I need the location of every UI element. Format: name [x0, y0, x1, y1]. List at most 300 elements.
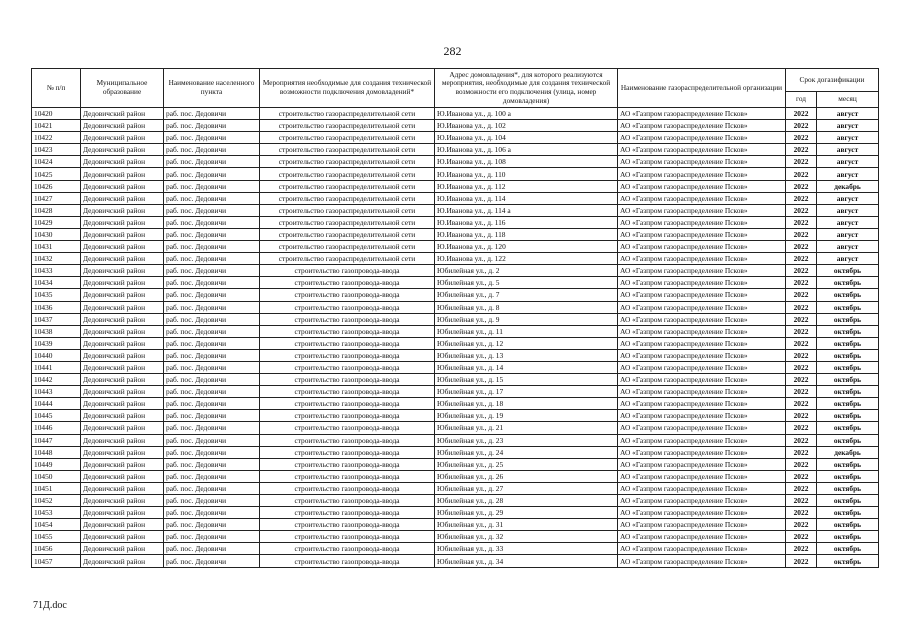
cell-organization: АО «Газпром газораспределение Псков»: [618, 446, 786, 458]
cell-organization: АО «Газпром газораспределение Псков»: [618, 216, 786, 228]
cell-locality: раб. пос. Дедовичи: [164, 301, 260, 313]
table-row: [32, 410, 879, 422]
cell-number: 10455: [32, 531, 81, 543]
table-row: [32, 168, 879, 180]
cell-work: строительство газопровода-ввода: [260, 277, 435, 289]
cell-month: октябрь: [817, 410, 879, 422]
cell-district: Дедовичский район: [81, 253, 164, 265]
cell-organization: АО «Газпром газораспределение Псков»: [618, 470, 786, 482]
table-row: [32, 386, 879, 398]
cell-organization: АО «Газпром газораспределение Псков»: [618, 422, 786, 434]
cell-locality: раб. пос. Дедовичи: [164, 555, 260, 567]
cell-work: строительство газопровода-ввода: [260, 386, 435, 398]
cell-year: 2022: [786, 180, 817, 192]
cell-year: 2022: [786, 228, 817, 240]
table-row: [32, 204, 879, 216]
cell-district: Дедовичский район: [81, 410, 164, 422]
cell-address: Юбилейная ул., д. 2: [435, 265, 618, 277]
cell-district: Дедовичский район: [81, 277, 164, 289]
cell-month: октябрь: [817, 277, 879, 289]
cell-number: 10427: [32, 192, 81, 204]
cell-work: строительство газораспределительной сети: [260, 168, 435, 180]
cell-organization: АО «Газпром газораспределение Псков»: [618, 555, 786, 567]
cell-district: Дедовичский район: [81, 555, 164, 567]
cell-organization: АО «Газпром газораспределение Псков»: [618, 144, 786, 156]
cell-year: 2022: [786, 531, 817, 543]
cell-number: 10421: [32, 120, 81, 132]
cell-organization: АО «Газпром газораспределение Псков»: [618, 543, 786, 555]
footer-filename: 71Д.doc: [33, 600, 67, 611]
cell-number: 10426: [32, 180, 81, 192]
header-measures: Мероприятия необходимые для создания технической возможности подключения домовладений*: [260, 69, 435, 108]
cell-organization: АО «Газпром газораспределение Псков»: [618, 349, 786, 361]
cell-locality: раб. пос. Дедовичи: [164, 386, 260, 398]
cell-district: Дедовичский район: [81, 434, 164, 446]
cell-month: август: [817, 168, 879, 180]
cell-district: Дедовичский район: [81, 374, 164, 386]
cell-year: 2022: [786, 519, 817, 531]
cell-number: 10433: [32, 265, 81, 277]
cell-month: август: [817, 253, 879, 265]
cell-address: Юбилейная ул., д. 17: [435, 386, 618, 398]
cell-address: Юбилейная ул., д. 21: [435, 422, 618, 434]
cell-number: 10447: [32, 434, 81, 446]
cell-number: 10430: [32, 228, 81, 240]
cell-address: Юбилейная ул., д. 9: [435, 313, 618, 325]
cell-locality: раб. пос. Дедовичи: [164, 507, 260, 519]
cell-year: 2022: [786, 289, 817, 301]
cell-organization: АО «Газпром газораспределение Псков»: [618, 410, 786, 422]
cell-month: октябрь: [817, 458, 879, 470]
cell-month: август: [817, 156, 879, 168]
cell-number: 10431: [32, 241, 81, 253]
cell-number: 10456: [32, 543, 81, 555]
cell-organization: АО «Газпром газораспределение Псков»: [618, 265, 786, 277]
cell-address: Ю.Иванова ул., д. 114 а: [435, 204, 618, 216]
cell-address: Ю.Иванова ул., д. 108: [435, 156, 618, 168]
cell-district: Дедовичский район: [81, 495, 164, 507]
cell-month: октябрь: [817, 386, 879, 398]
cell-locality: раб. пос. Дедовичи: [164, 531, 260, 543]
cell-district: Дедовичский район: [81, 180, 164, 192]
cell-year: 2022: [786, 204, 817, 216]
cell-work: строительство газопровода-ввода: [260, 410, 435, 422]
cell-organization: АО «Газпром газораспределение Псков»: [618, 168, 786, 180]
cell-month: декабрь: [817, 446, 879, 458]
cell-address: Юбилейная ул., д. 28: [435, 495, 618, 507]
cell-number: 10441: [32, 361, 81, 373]
cell-work: строительство газораспределительной сети: [260, 132, 435, 144]
cell-district: Дедовичский район: [81, 156, 164, 168]
cell-month: октябрь: [817, 265, 879, 277]
table-row: [32, 301, 879, 313]
cell-year: 2022: [786, 265, 817, 277]
cell-number: 10432: [32, 253, 81, 265]
cell-organization: АО «Газпром газораспределение Псков»: [618, 458, 786, 470]
cell-number: 10435: [32, 289, 81, 301]
cell-address: Юбилейная ул., д. 34: [435, 555, 618, 567]
cell-district: Дедовичский район: [81, 470, 164, 482]
cell-locality: раб. пос. Дедовичи: [164, 410, 260, 422]
cell-number: 10420: [32, 108, 81, 120]
table-row: [32, 228, 879, 240]
cell-address: Ю.Иванова ул., д. 100 а: [435, 108, 618, 120]
cell-address: Ю.Иванова ул., д. 106 а: [435, 144, 618, 156]
cell-district: Дедовичский район: [81, 349, 164, 361]
cell-month: октябрь: [817, 289, 879, 301]
cell-month: декабрь: [817, 180, 879, 192]
cell-address: Юбилейная ул., д. 23: [435, 434, 618, 446]
cell-locality: раб. пос. Дедовичи: [164, 120, 260, 132]
cell-locality: раб. пос. Дедовичи: [164, 253, 260, 265]
cell-district: Дедовичский район: [81, 325, 164, 337]
cell-year: 2022: [786, 277, 817, 289]
cell-district: Дедовичский район: [81, 386, 164, 398]
cell-work: строительство газопровода-ввода: [260, 434, 435, 446]
cell-work: строительство газопровода-ввода: [260, 349, 435, 361]
cell-number: 10422: [32, 132, 81, 144]
cell-locality: раб. пос. Дедовичи: [164, 543, 260, 555]
table-row: [32, 265, 879, 277]
cell-month: октябрь: [817, 422, 879, 434]
cell-organization: АО «Газпром газораспределение Псков»: [618, 337, 786, 349]
cell-locality: раб. пос. Дедовичи: [164, 313, 260, 325]
table-row: [32, 313, 879, 325]
table-row: [32, 446, 879, 458]
table-row: [32, 507, 879, 519]
table-row: [32, 349, 879, 361]
cell-organization: АО «Газпром газораспределение Псков»: [618, 253, 786, 265]
cell-organization: АО «Газпром газораспределение Псков»: [618, 120, 786, 132]
table-row: [32, 482, 879, 494]
cell-month: август: [817, 132, 879, 144]
cell-locality: раб. пос. Дедовичи: [164, 495, 260, 507]
cell-month: октябрь: [817, 361, 879, 373]
cell-address: Ю.Иванова ул., д. 114: [435, 192, 618, 204]
cell-month: август: [817, 216, 879, 228]
cell-locality: раб. пос. Дедовичи: [164, 192, 260, 204]
cell-number: 10457: [32, 555, 81, 567]
cell-locality: раб. пос. Дедовичи: [164, 434, 260, 446]
cell-address: Юбилейная ул., д. 14: [435, 361, 618, 373]
cell-locality: раб. пос. Дедовичи: [164, 482, 260, 494]
cell-address: Ю.Иванова ул., д. 120: [435, 241, 618, 253]
cell-year: 2022: [786, 313, 817, 325]
cell-year: 2022: [786, 253, 817, 265]
cell-locality: раб. пос. Дедовичи: [164, 216, 260, 228]
cell-year: 2022: [786, 349, 817, 361]
cell-organization: АО «Газпром газораспределение Псков»: [618, 398, 786, 410]
cell-work: строительство газораспределительной сети: [260, 180, 435, 192]
cell-address: Юбилейная ул., д. 11: [435, 325, 618, 337]
cell-organization: АО «Газпром газораспределение Псков»: [618, 519, 786, 531]
cell-number: 10423: [32, 144, 81, 156]
table-row: [32, 422, 879, 434]
cell-locality: раб. пос. Дедовичи: [164, 325, 260, 337]
cell-number: 10434: [32, 277, 81, 289]
cell-year: 2022: [786, 132, 817, 144]
cell-address: Юбилейная ул., д. 32: [435, 531, 618, 543]
cell-organization: АО «Газпром газораспределение Псков»: [618, 180, 786, 192]
cell-year: 2022: [786, 434, 817, 446]
cell-work: строительство газопровода-ввода: [260, 325, 435, 337]
cell-address: Юбилейная ул., д. 19: [435, 410, 618, 422]
cell-district: Дедовичский район: [81, 192, 164, 204]
cell-organization: АО «Газпром газораспределение Псков»: [618, 374, 786, 386]
cell-number: 10440: [32, 349, 81, 361]
cell-month: август: [817, 204, 879, 216]
cell-district: Дедовичский район: [81, 228, 164, 240]
cell-number: 10451: [32, 482, 81, 494]
table-row: [32, 180, 879, 192]
cell-month: октябрь: [817, 470, 879, 482]
cell-work: строительство газораспределительной сети: [260, 228, 435, 240]
cell-month: октябрь: [817, 325, 879, 337]
cell-district: Дедовичский район: [81, 289, 164, 301]
cell-organization: АО «Газпром газораспределение Псков»: [618, 241, 786, 253]
cell-year: 2022: [786, 144, 817, 156]
cell-number: 10428: [32, 204, 81, 216]
cell-year: 2022: [786, 470, 817, 482]
cell-number: 10425: [32, 168, 81, 180]
cell-work: строительство газопровода-ввода: [260, 531, 435, 543]
cell-organization: АО «Газпром газораспределение Псков»: [618, 108, 786, 120]
cell-year: 2022: [786, 168, 817, 180]
cell-work: строительство газопровода-ввода: [260, 470, 435, 482]
cell-work: строительство газопровода-ввода: [260, 555, 435, 567]
cell-month: август: [817, 108, 879, 120]
table-row: [32, 192, 879, 204]
cell-locality: раб. пос. Дедовичи: [164, 265, 260, 277]
cell-month: октябрь: [817, 313, 879, 325]
cell-locality: раб. пос. Дедовичи: [164, 241, 260, 253]
cell-work: строительство газораспределительной сети: [260, 156, 435, 168]
cell-organization: АО «Газпром газораспределение Псков»: [618, 507, 786, 519]
cell-number: 10444: [32, 398, 81, 410]
cell-district: Дедовичский район: [81, 398, 164, 410]
cell-month: август: [817, 228, 879, 240]
header-num: № п/п: [32, 69, 81, 108]
cell-organization: АО «Газпром газораспределение Псков»: [618, 325, 786, 337]
cell-work: строительство газопровода-ввода: [260, 398, 435, 410]
cell-year: 2022: [786, 410, 817, 422]
cell-work: строительство газопровода-ввода: [260, 507, 435, 519]
cell-year: 2022: [786, 108, 817, 120]
cell-address: Ю.Иванова ул., д. 116: [435, 216, 618, 228]
cell-locality: раб. пос. Дедовичи: [164, 470, 260, 482]
cell-locality: раб. пос. Дедовичи: [164, 458, 260, 470]
cell-district: Дедовичский район: [81, 507, 164, 519]
cell-locality: раб. пос. Дедовичи: [164, 519, 260, 531]
cell-work: строительство газопровода-ввода: [260, 543, 435, 555]
cell-locality: раб. пос. Дедовичи: [164, 156, 260, 168]
table-row: [32, 495, 879, 507]
cell-year: 2022: [786, 337, 817, 349]
cell-district: Дедовичский район: [81, 361, 164, 373]
gasification-table: [31, 68, 879, 568]
cell-work: строительство газораспределительной сети: [260, 144, 435, 156]
cell-month: октябрь: [817, 507, 879, 519]
cell-organization: АО «Газпром газораспределение Псков»: [618, 531, 786, 543]
cell-year: 2022: [786, 374, 817, 386]
cell-district: Дедовичский район: [81, 132, 164, 144]
table-row: [32, 337, 879, 349]
cell-number: 10448: [32, 446, 81, 458]
cell-work: строительство газораспределительной сети: [260, 241, 435, 253]
cell-organization: АО «Газпром газораспределение Псков»: [618, 386, 786, 398]
cell-address: Юбилейная ул., д. 7: [435, 289, 618, 301]
cell-address: Ю.Иванова ул., д. 122: [435, 253, 618, 265]
cell-month: октябрь: [817, 495, 879, 507]
cell-month: октябрь: [817, 482, 879, 494]
cell-month: август: [817, 120, 879, 132]
cell-address: Юбилейная ул., д. 27: [435, 482, 618, 494]
cell-address: Юбилейная ул., д. 24: [435, 446, 618, 458]
cell-work: строительство газораспределительной сети: [260, 253, 435, 265]
cell-organization: АО «Газпром газораспределение Псков»: [618, 313, 786, 325]
cell-district: Дедовичский район: [81, 301, 164, 313]
cell-year: 2022: [786, 120, 817, 132]
table-row: [32, 543, 879, 555]
header-year: год: [786, 92, 817, 108]
cell-year: 2022: [786, 543, 817, 555]
cell-number: 10446: [32, 422, 81, 434]
cell-number: 10454: [32, 519, 81, 531]
cell-year: 2022: [786, 495, 817, 507]
cell-locality: раб. пос. Дедовичи: [164, 446, 260, 458]
cell-work: строительство газораспределительной сети: [260, 204, 435, 216]
cell-organization: АО «Газпром газораспределение Псков»: [618, 277, 786, 289]
cell-work: строительство газопровода-ввода: [260, 519, 435, 531]
cell-district: Дедовичский район: [81, 204, 164, 216]
cell-work: строительство газопровода-ввода: [260, 361, 435, 373]
table-row: [32, 434, 879, 446]
cell-organization: АО «Газпром газораспределение Псков»: [618, 289, 786, 301]
cell-locality: раб. пос. Дедовичи: [164, 204, 260, 216]
cell-year: 2022: [786, 482, 817, 494]
table-row: [32, 132, 879, 144]
cell-address: Юбилейная ул., д. 13: [435, 349, 618, 361]
cell-number: 10438: [32, 325, 81, 337]
table-row: [32, 361, 879, 373]
cell-year: 2022: [786, 361, 817, 373]
cell-address: Юбилейная ул., д. 15: [435, 374, 618, 386]
table-header: [32, 69, 879, 108]
table-row: [32, 374, 879, 386]
cell-district: Дедовичский район: [81, 265, 164, 277]
cell-address: Юбилейная ул., д. 5: [435, 277, 618, 289]
cell-district: Дедовичский район: [81, 120, 164, 132]
cell-address: Юбилейная ул., д. 33: [435, 543, 618, 555]
cell-number: 10424: [32, 156, 81, 168]
cell-work: строительство газопровода-ввода: [260, 495, 435, 507]
table-row: [32, 277, 879, 289]
cell-organization: АО «Газпром газораспределение Псков»: [618, 204, 786, 216]
cell-locality: раб. пос. Дедовичи: [164, 361, 260, 373]
cell-month: октябрь: [817, 555, 879, 567]
cell-address: Юбилейная ул., д. 12: [435, 337, 618, 349]
cell-address: Юбилейная ул., д. 26: [435, 470, 618, 482]
cell-organization: АО «Газпром газораспределение Псков»: [618, 482, 786, 494]
cell-organization: АО «Газпром газораспределение Псков»: [618, 156, 786, 168]
cell-address: Юбилейная ул., д. 18: [435, 398, 618, 410]
cell-organization: АО «Газпром газораспределение Псков»: [618, 301, 786, 313]
header-term: Срок догазификации: [786, 69, 879, 92]
cell-locality: раб. пос. Дедовичи: [164, 228, 260, 240]
cell-number: 10453: [32, 507, 81, 519]
cell-month: октябрь: [817, 519, 879, 531]
cell-address: Ю.Иванова ул., д. 104: [435, 132, 618, 144]
cell-month: октябрь: [817, 434, 879, 446]
cell-month: октябрь: [817, 543, 879, 555]
table-row: [32, 555, 879, 567]
cell-district: Дедовичский район: [81, 482, 164, 494]
header-month: месяц: [817, 92, 879, 108]
cell-organization: АО «Газпром газораспределение Псков»: [618, 228, 786, 240]
cell-district: Дедовичский район: [81, 458, 164, 470]
cell-year: 2022: [786, 216, 817, 228]
cell-organization: АО «Газпром газораспределение Псков»: [618, 434, 786, 446]
cell-month: октябрь: [817, 349, 879, 361]
cell-locality: раб. пос. Дедовичи: [164, 289, 260, 301]
cell-work: строительство газораспределительной сети: [260, 108, 435, 120]
cell-address: Юбилейная ул., д. 8: [435, 301, 618, 313]
cell-year: 2022: [786, 446, 817, 458]
cell-work: строительство газопровода-ввода: [260, 313, 435, 325]
cell-address: Юбилейная ул., д. 25: [435, 458, 618, 470]
cell-month: октябрь: [817, 531, 879, 543]
header-district: Муниципальное образование: [81, 69, 164, 108]
cell-year: 2022: [786, 325, 817, 337]
header-locality: Наименование населенного пункта: [164, 69, 260, 108]
cell-month: август: [817, 241, 879, 253]
cell-work: строительство газопровода-ввода: [260, 422, 435, 434]
cell-work: строительство газораспределительной сети: [260, 192, 435, 204]
cell-year: 2022: [786, 398, 817, 410]
table-row: [32, 216, 879, 228]
cell-locality: раб. пос. Дедовичи: [164, 108, 260, 120]
cell-work: строительство газораспределительной сети: [260, 120, 435, 132]
cell-locality: раб. пос. Дедовичи: [164, 349, 260, 361]
cell-year: 2022: [786, 156, 817, 168]
cell-month: октябрь: [817, 374, 879, 386]
cell-district: Дедовичский район: [81, 519, 164, 531]
page-number: 282: [443, 44, 462, 58]
table-row: [32, 325, 879, 337]
cell-year: 2022: [786, 301, 817, 313]
cell-work: строительство газопровода-ввода: [260, 458, 435, 470]
table-row: [32, 458, 879, 470]
cell-locality: раб. пос. Дедовичи: [164, 132, 260, 144]
table-row: [32, 398, 879, 410]
cell-year: 2022: [786, 386, 817, 398]
cell-district: Дедовичский район: [81, 531, 164, 543]
cell-district: Дедовичский район: [81, 144, 164, 156]
cell-address: Ю.Иванова ул., д. 102: [435, 120, 618, 132]
cell-locality: раб. пос. Дедовичи: [164, 398, 260, 410]
cell-year: 2022: [786, 192, 817, 204]
cell-work: строительство газопровода-ввода: [260, 337, 435, 349]
cell-district: Дедовичский район: [81, 313, 164, 325]
cell-number: 10443: [32, 386, 81, 398]
cell-locality: раб. пос. Дедовичи: [164, 374, 260, 386]
header-address: Адрес домовладения*, для которого реализуются мероприятия, необходимые для создания технической возможности его подключения (улица, номер домовладения): [435, 69, 618, 108]
cell-locality: раб. пос. Дедовичи: [164, 422, 260, 434]
cell-district: Дедовичский район: [81, 422, 164, 434]
header-org: Наименование газораспределительной организации: [618, 69, 786, 108]
table-row: [32, 120, 879, 132]
cell-district: Дедовичский район: [81, 168, 164, 180]
